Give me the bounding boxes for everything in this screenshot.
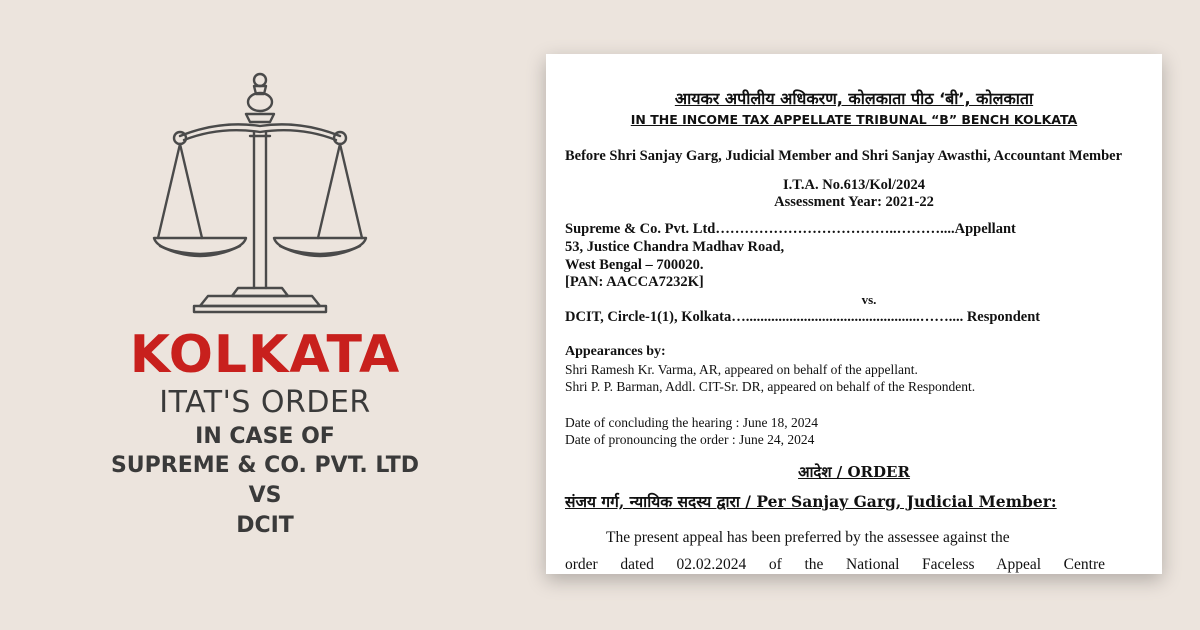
respondent-line: DCIT, Circle-1(1), Kolkata…................................................…….... Respondent [565,309,1041,325]
document-hindi-title: आयकर अपीलीय अधिकरण, कोलकाता पीठ ‘बी’, कोलकाता [674,89,1034,108]
headline-in-case-of: IN CASE OF [195,424,335,449]
document-english-title: IN THE INCOME TAX APPELLATE TRIBUNAL “B” BENCH KOLKATA [630,112,1078,127]
headline-vs: VS [248,483,282,508]
order-document-card [546,54,1162,574]
versus-label: vs. [861,292,877,307]
bench-members: Before Shri Sanjay Garg, Judicial Member and Shri Sanjay Awasthi, Accountant Member [565,148,1123,164]
scales-of-justice-icon [150,70,370,320]
order-paragraph-line-2: order dated 02.02.2024 of the National Faceless Appeal Centre [565,556,1105,573]
order-heading: आदेश / ORDER [798,463,910,481]
headline-party: SUPREME & CO. PVT. LTD [110,453,420,478]
per-judge-line: संजय गर्ग, न्यायिक सदस्य द्वारा / Per Sanjay Garg, Judicial Member: [565,492,1057,511]
appellant-line: Supreme & Co. Pvt. Ltd………………………………..………....Appellant [565,221,1016,237]
headline-order: ITAT'S ORDER [159,385,371,420]
order-paragraph-line-1: The present appeal has been preferred by the assessee against the [606,529,1010,546]
appellant-address-1: 53, Justice Chandra Madhav Road, [565,239,785,255]
headline-respondent: DCIT [236,513,294,538]
appellant-pan: [PAN: AACCA7232K] [565,274,704,290]
appellant-address-2: West Bengal – 700020. [565,257,704,273]
assessment-year: Assessment Year: 2021-22 [774,194,934,210]
appearance-respondent: Shri P. P. Barman, Addl. CIT-Sr. DR, appeared on behalf of the Respondent. [565,379,976,394]
appearances-heading: Appearances by: [565,344,666,359]
ita-number: I.T.A. No.613/Kol/2024 [783,177,925,193]
appearance-appellant: Shri Ramesh Kr. Varma, AR, appeared on behalf of the appellant. [565,362,918,377]
hearing-date: Date of concluding the hearing : June 18, 2024 [565,415,819,430]
left-panel [0,0,530,630]
pronouncing-date: Date of pronouncing the order : June 24, 2024 [565,432,815,447]
headline-city: KOLKATA [129,325,401,385]
